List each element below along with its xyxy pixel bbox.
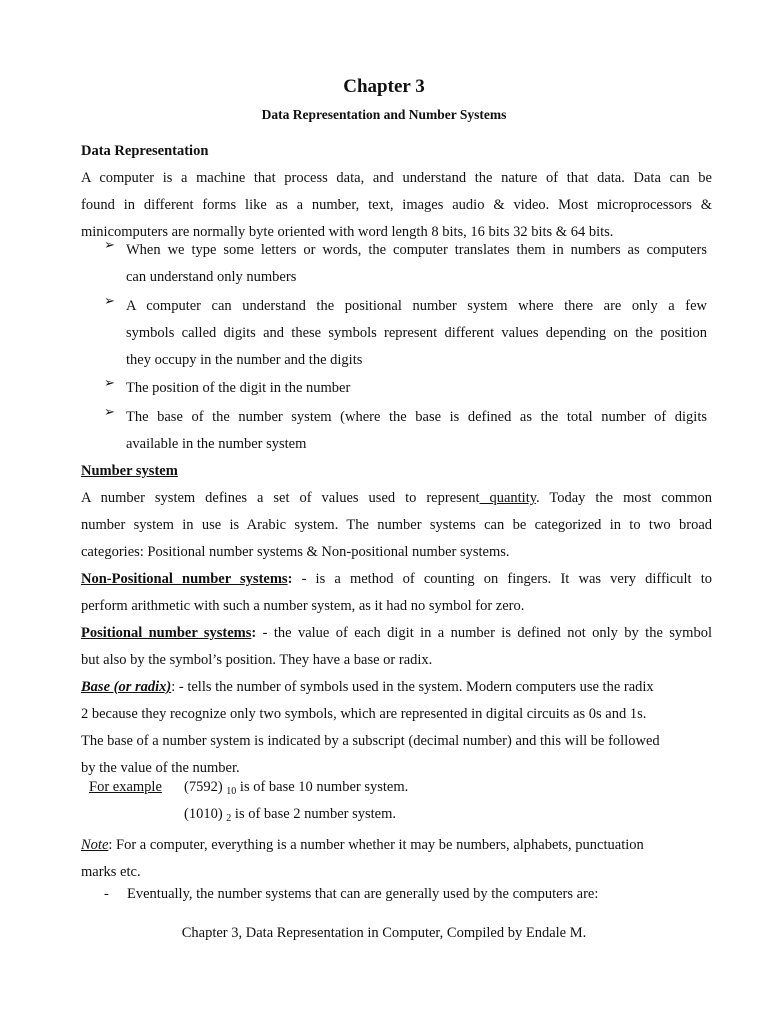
paragraph-line <box>81 674 712 701</box>
paragraph-line: perform arithmetic with such a number system, as it had no symbol for zero. <box>81 598 525 614</box>
bullet-line: they occupy in the number and the digits <box>126 352 363 368</box>
paragraph-line: categories: Positional number systems & Non-positional number systems. <box>81 544 510 560</box>
chapter-title: Chapter 3 <box>343 76 425 97</box>
dash-bullet-icon: - <box>104 886 109 902</box>
positional-term: Positional number systems <box>81 625 252 641</box>
note-section <box>81 832 712 886</box>
arrow-bullet-icon: ➢ <box>104 375 115 390</box>
paragraph-line: found in different forms like as a number, text, images audio & video. Most microprocessors & <box>81 197 712 213</box>
paragraph-line: 2 because they recognize only two symbols, which are represented in digital circuits as 0s and 1s. <box>81 706 647 722</box>
example-text: is of base 10 number system. <box>236 779 409 795</box>
bullet-line: The position of the digit in the number <box>126 380 351 396</box>
example-number: (1010) <box>184 806 223 822</box>
non-positional-term: Non-Positional number systems <box>81 571 288 587</box>
text-run: . Today the most common <box>536 490 712 506</box>
paragraph-line <box>81 485 712 512</box>
arrow-bullet-icon: ➢ <box>104 237 115 252</box>
chapter-subtitle: Data Representation and Number Systems <box>261 107 507 122</box>
bullet-line: can understand only numbers <box>126 269 297 285</box>
text-run: A number system defines a set of values used to represent <box>81 490 480 506</box>
paragraph-line: A computer is a machine that process data, and understand the nature of that data. Data can be <box>81 170 712 186</box>
base-term: Base (or radix) <box>81 679 172 695</box>
text-run: - is a method of counting on fingers. It was very difficult to <box>292 571 712 587</box>
number-system-heading: Number system <box>81 463 178 479</box>
quantity-link[interactable]: quantity <box>479 490 537 506</box>
bullet-line: symbols called digits and these symbols represent different values depending on the position <box>126 325 707 341</box>
page-footer: Chapter 3, Data Representation in Computer, Compiled by Endale M. <box>181 925 587 941</box>
paragraph-line: by the value of the number. <box>81 760 240 776</box>
example-1 <box>184 779 408 797</box>
example-number: (7592) <box>184 779 223 795</box>
paragraph-line: minicomputers are normally byte oriented with word length 8 bits, 16 bits 32 bits & 64 bits. <box>81 224 614 240</box>
paragraph-line: marks etc. <box>81 864 141 880</box>
example-subscript: 2 <box>226 813 232 824</box>
bullet-line: A computer can understand the positional number system where there are only a few <box>126 298 707 314</box>
bullet-line: available in the number system <box>126 436 307 452</box>
term-colon: : <box>287 571 293 587</box>
data-representation-heading: Data Representation <box>81 143 209 159</box>
example-label <box>89 779 162 796</box>
example-subscript: 10 <box>226 786 237 797</box>
dash-item-text: Eventually, the number systems that can are generally used by the computers are: <box>127 886 599 902</box>
arrow-bullet-icon: ➢ <box>104 293 115 308</box>
bullet-line: The base of the number system (where the base is defined as the total number of digits <box>126 409 707 425</box>
text-run: - the value of each digit in a number is defined not only by the symbol <box>256 625 712 641</box>
arrow-bullet-icon: ➢ <box>104 404 115 419</box>
bullet-line: When we type some letters or words, the computer translates them in numbers as computers <box>126 242 707 258</box>
paragraph-line <box>81 832 712 859</box>
paragraph-line: but also by the symbol’s position. They have a base or radix. <box>81 652 433 668</box>
paragraph-line <box>81 620 712 647</box>
term-colon: : <box>251 625 257 641</box>
paragraph-line: number system in use is Arabic system. The number systems can be categorized in to two broad <box>81 517 712 533</box>
note-term: Note <box>81 837 109 853</box>
data-representation-section <box>81 138 712 246</box>
example-label-text: For example <box>89 779 162 795</box>
text-run: : For a computer, everything is a number whether it may be numbers, alphabets, punctuation <box>108 837 644 853</box>
number-system-section <box>81 458 712 782</box>
paragraph-line: The base of a number system is indicated by a subscript (decimal number) and this will be followed <box>81 733 660 749</box>
example-text: is of base 2 number system. <box>231 806 397 822</box>
text-run: : - tells the number of symbols used in the system. Modern computers use the radix <box>171 679 654 695</box>
example-2 <box>184 806 396 824</box>
paragraph-line <box>81 566 712 593</box>
